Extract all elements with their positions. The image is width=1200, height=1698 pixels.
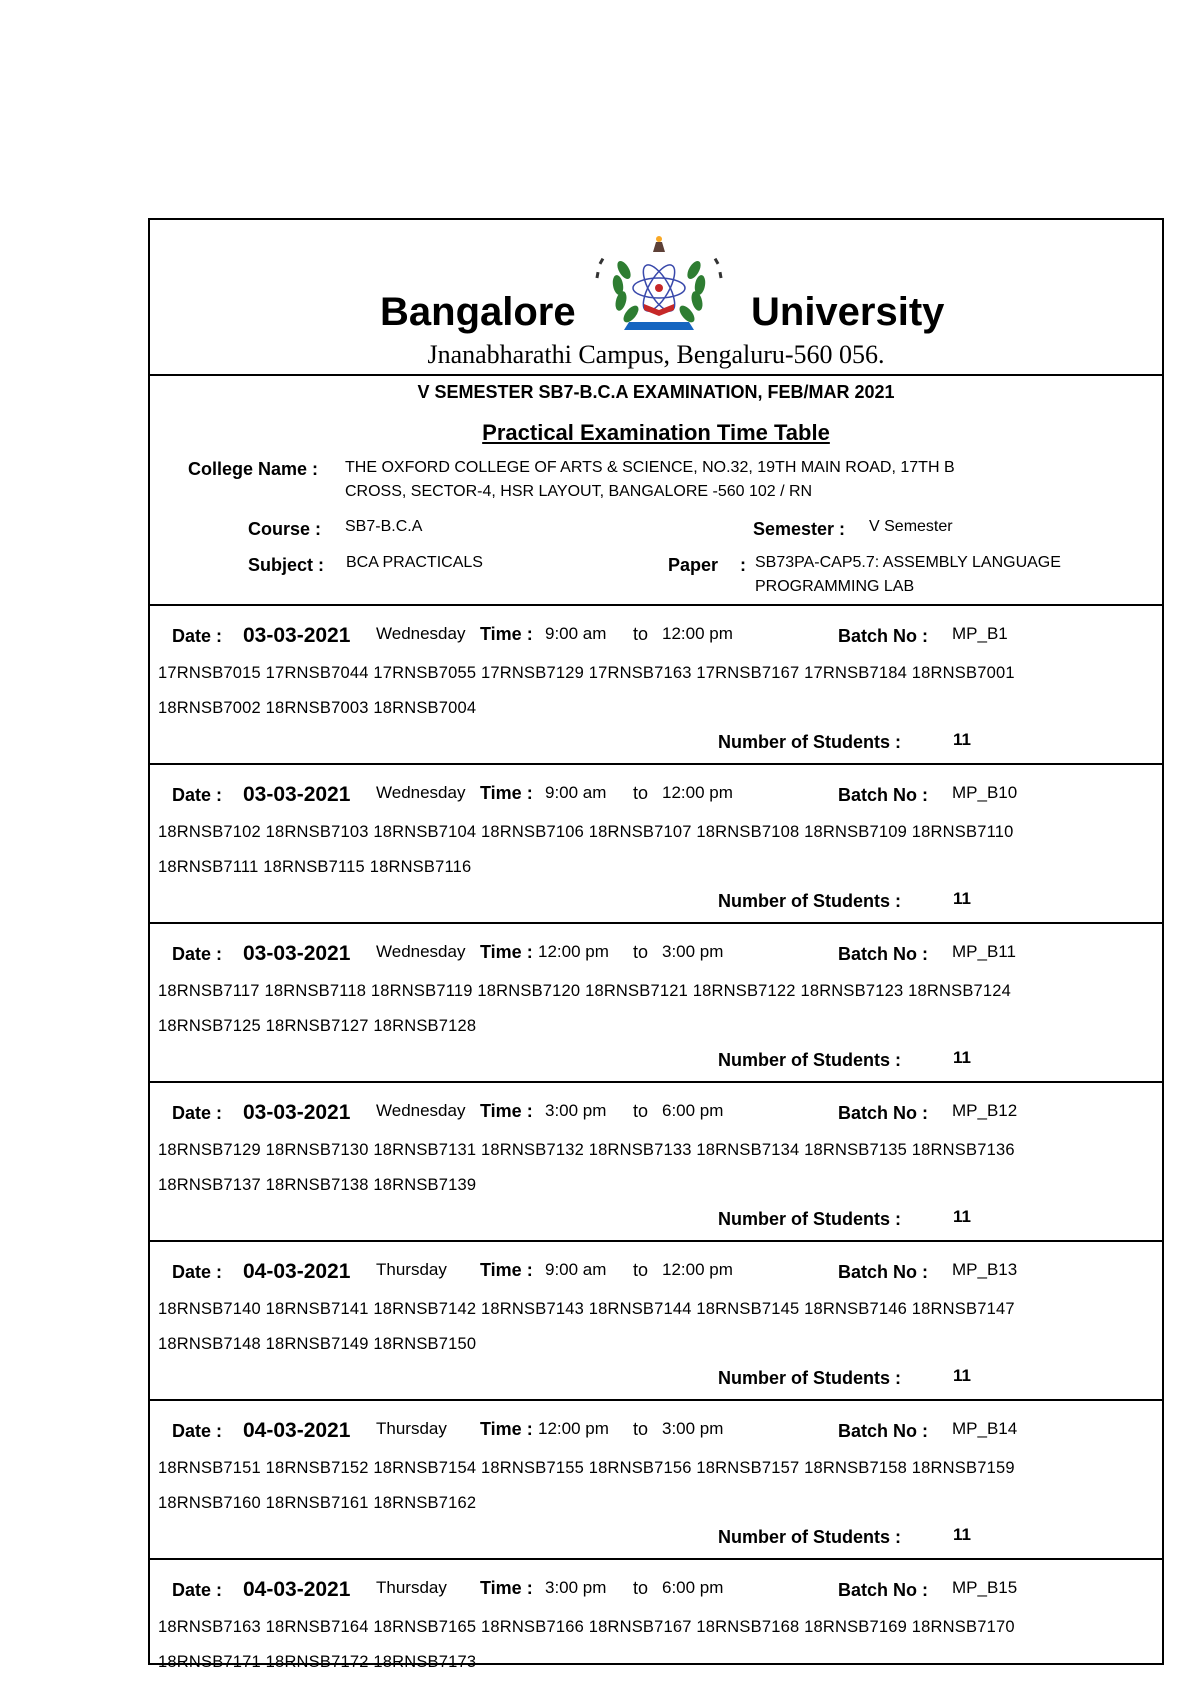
date-label: Date : xyxy=(172,1103,223,1123)
batch-no: MP_B15 xyxy=(952,1578,1018,1597)
register-numbers-line1: 17RNSB7015 17RNSB7044 17RNSB7055 17RNSB7129 17RNSB7163 17RNSB7167 17RNSB7184 18RNSB7001 xyxy=(158,664,1015,682)
time-label: Time : xyxy=(480,783,533,803)
student-count-label: Number of Students : xyxy=(718,732,901,752)
register-numbers-line2: 18RNSB7002 18RNSB7003 18RNSB7004 xyxy=(158,699,477,717)
batch-day: Thursday xyxy=(376,1578,447,1597)
date-label: Date : xyxy=(172,1421,223,1441)
timetable-title: Practical Examination Time Table xyxy=(482,420,830,445)
college-name-line1: THE OXFORD COLLEGE OF ARTS & SCIENCE, NO.32, 19TH MAIN ROAD, 17TH B xyxy=(345,459,955,476)
time-from: 12:00 pm xyxy=(538,942,609,961)
time-to-label: to xyxy=(633,783,649,803)
batch-no-label: Batch No : xyxy=(838,1262,928,1282)
batch-block xyxy=(150,606,1162,765)
register-numbers-line2: 18RNSB7111 18RNSB7115 18RNSB7116 xyxy=(158,858,472,876)
batch-day: Wednesday xyxy=(376,783,466,802)
time-until: 3:00 pm xyxy=(662,942,724,961)
student-count: 11 xyxy=(953,730,971,749)
student-count: 11 xyxy=(953,889,971,908)
exam-info-section xyxy=(150,376,1162,606)
batch-block xyxy=(150,1560,1162,1695)
college-name-label: College Name : xyxy=(188,459,319,479)
time-from: 3:00 pm xyxy=(545,1578,607,1597)
batch-no: MP_B14 xyxy=(952,1419,1018,1438)
time-to-label: to xyxy=(633,1419,649,1439)
batch-no-label: Batch No : xyxy=(838,1103,928,1123)
batch-no: MP_B1 xyxy=(952,624,1008,643)
time-label: Time : xyxy=(480,624,533,644)
student-count-label: Number of Students : xyxy=(718,891,901,911)
time-label: Time : xyxy=(480,1260,533,1280)
register-numbers xyxy=(158,1610,1138,1680)
register-numbers-line2: 18RNSB7137 18RNSB7138 18RNSB7139 xyxy=(158,1176,477,1194)
university-title-left: Bangalore xyxy=(380,290,576,334)
time-to-label: to xyxy=(633,1260,649,1280)
register-numbers-line2: 18RNSB7171 18RNSB7172 18RNSB7173 xyxy=(158,1653,477,1671)
batch-date: 04-03-2021 xyxy=(243,1578,351,1601)
date-label: Date : xyxy=(172,1262,223,1282)
batch-date: 03-03-2021 xyxy=(243,942,351,965)
university-header xyxy=(150,220,1162,376)
time-until: 12:00 pm xyxy=(662,783,733,802)
time-to-label: to xyxy=(633,942,649,962)
register-numbers xyxy=(158,1292,1138,1362)
batch-block xyxy=(150,765,1162,924)
semester-value: V Semester xyxy=(869,518,953,535)
time-label: Time : xyxy=(480,1578,533,1598)
batch-no: MP_B10 xyxy=(952,783,1018,802)
batch-block xyxy=(150,1083,1162,1242)
time-until: 6:00 pm xyxy=(662,1101,724,1120)
date-label: Date : xyxy=(172,626,223,646)
time-to-label: to xyxy=(633,1101,649,1121)
batch-date: 04-03-2021 xyxy=(243,1260,351,1283)
register-numbers xyxy=(158,974,1138,1044)
register-numbers-line1: 18RNSB7117 18RNSB7118 18RNSB7119 18RNSB7120 18RNSB7121 18RNSB7122 18RNSB7123 18RNSB7124 xyxy=(158,982,1012,1000)
register-numbers-line2: 18RNSB7148 18RNSB7149 18RNSB7150 xyxy=(158,1335,477,1353)
batch-day: Wednesday xyxy=(376,942,466,961)
university-title-right: University xyxy=(751,290,945,334)
register-numbers xyxy=(158,1133,1138,1203)
time-until: 6:00 pm xyxy=(662,1578,724,1597)
date-label: Date : xyxy=(172,1580,223,1600)
course-label: Course : xyxy=(248,519,322,539)
course-value: SB7-B.C.A xyxy=(345,518,423,535)
student-count-label: Number of Students : xyxy=(718,1527,901,1547)
semester-label: Semester : xyxy=(753,519,846,539)
date-label: Date : xyxy=(172,785,223,805)
time-from: 12:00 pm xyxy=(538,1419,609,1438)
register-numbers xyxy=(158,656,1138,726)
batch-date: 03-03-2021 xyxy=(243,624,351,647)
time-from: 9:00 am xyxy=(545,624,607,643)
time-label: Time : xyxy=(480,942,533,962)
campus-address: Jnanabharathi Campus, Bengaluru-560 056. xyxy=(427,340,885,369)
student-count: 11 xyxy=(953,1525,971,1544)
register-numbers xyxy=(158,1451,1138,1521)
paper-value-line1: SB73PA-CAP5.7: ASSEMBLY LANGUAGE xyxy=(755,554,1061,571)
time-from: 9:00 am xyxy=(545,783,607,802)
student-count-label: Number of Students : xyxy=(718,1368,901,1388)
register-numbers-line1: 18RNSB7151 18RNSB7152 18RNSB7154 18RNSB7155 18RNSB7156 18RNSB7157 18RNSB7158 18RNSB7159 xyxy=(158,1459,1015,1477)
batch-day: Thursday xyxy=(376,1260,447,1279)
student-count-label: Number of Students : xyxy=(718,1209,901,1229)
batch-no: MP_B11 xyxy=(952,942,1016,961)
batch-day: Wednesday xyxy=(376,1101,466,1120)
batch-no: MP_B13 xyxy=(952,1260,1018,1279)
subject-value: BCA PRACTICALS xyxy=(346,554,483,571)
batch-block xyxy=(150,924,1162,1083)
time-until: 12:00 pm xyxy=(662,1260,733,1279)
batch-no-label: Batch No : xyxy=(838,785,928,805)
date-label: Date : xyxy=(172,944,223,964)
time-to-label: to xyxy=(633,624,649,644)
subject-label: Subject : xyxy=(248,555,325,575)
register-numbers xyxy=(158,815,1138,885)
paper-value-line2: PROGRAMMING LAB xyxy=(755,578,915,595)
college-name-line2: CROSS, SECTOR-4, HSR LAYOUT, BANGALORE -560 102 / RN xyxy=(345,483,813,500)
timetable-sheet xyxy=(148,218,1164,1671)
batch-no-label: Batch No : xyxy=(838,1421,928,1441)
time-until: 3:00 pm xyxy=(662,1419,724,1438)
time-to-label: to xyxy=(633,1578,649,1598)
batch-date: 03-03-2021 xyxy=(243,1101,351,1124)
time-label: Time : xyxy=(480,1419,533,1439)
time-label: Time : xyxy=(480,1101,533,1121)
register-numbers-line2: 18RNSB7125 18RNSB7127 18RNSB7128 xyxy=(158,1017,477,1035)
batch-block xyxy=(150,1401,1162,1560)
batch-date: 03-03-2021 xyxy=(243,783,351,806)
time-from: 9:00 am xyxy=(545,1260,607,1279)
paper-label: Paper xyxy=(668,555,719,575)
student-count: 11 xyxy=(953,1207,971,1226)
student-count: 11 xyxy=(953,1048,971,1067)
batch-no-label: Batch No : xyxy=(838,944,928,964)
register-numbers-line2: 18RNSB7160 18RNSB7161 18RNSB7162 xyxy=(158,1494,477,1512)
time-until: 12:00 pm xyxy=(662,624,733,643)
batch-date: 04-03-2021 xyxy=(243,1419,351,1442)
student-count: 11 xyxy=(953,1366,971,1385)
batch-day: Wednesday xyxy=(376,624,466,643)
batch-block xyxy=(150,1242,1162,1401)
exam-title: V SEMESTER SB7-B.C.A EXAMINATION, FEB/MAR 2021 xyxy=(417,382,895,402)
student-count-label: Number of Students : xyxy=(718,1050,901,1070)
batch-no-label: Batch No : xyxy=(838,626,928,646)
register-numbers-line1: 18RNSB7129 18RNSB7130 18RNSB7131 18RNSB7132 18RNSB7133 18RNSB7134 18RNSB7135 18RNSB7136 xyxy=(158,1141,1015,1159)
time-from: 3:00 pm xyxy=(545,1101,607,1120)
batch-day: Thursday xyxy=(376,1419,447,1438)
register-numbers-line1: 18RNSB7163 18RNSB7164 18RNSB7165 18RNSB7166 18RNSB7167 18RNSB7168 18RNSB7169 18RNSB7170 xyxy=(158,1618,1015,1636)
batch-no-label: Batch No : xyxy=(838,1580,928,1600)
batch-no: MP_B12 xyxy=(952,1101,1018,1120)
paper-colon: : xyxy=(740,555,746,575)
university-emblem-icon xyxy=(584,230,734,342)
register-numbers-line1: 18RNSB7140 18RNSB7141 18RNSB7142 18RNSB7143 18RNSB7144 18RNSB7145 18RNSB7146 18RNSB7147 xyxy=(158,1300,1015,1318)
register-numbers-line1: 18RNSB7102 18RNSB7103 18RNSB7104 18RNSB7106 18RNSB7107 18RNSB7108 18RNSB7109 18RNSB7110 xyxy=(158,823,1014,841)
